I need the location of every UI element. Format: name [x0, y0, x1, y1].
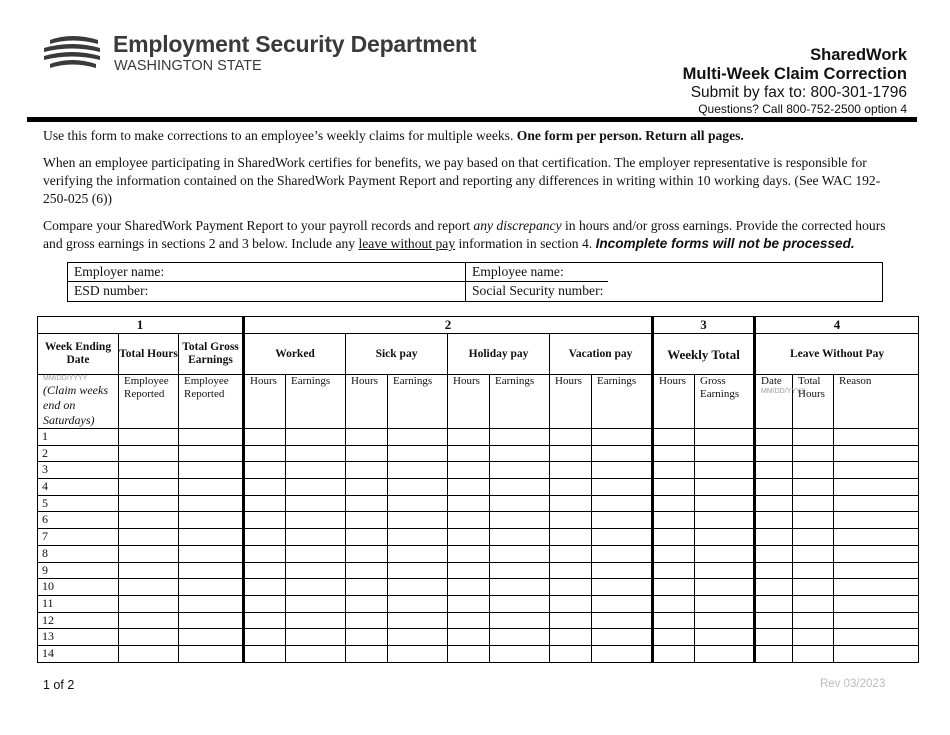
table-row — [38, 495, 919, 512]
table-cell[interactable] — [793, 562, 834, 579]
table-cell[interactable] — [286, 512, 346, 529]
table-cell[interactable] — [695, 445, 755, 462]
table-cell[interactable] — [755, 529, 793, 546]
table-cell[interactable] — [550, 429, 592, 446]
table-cell[interactable] — [448, 595, 490, 612]
table-cell[interactable] — [286, 545, 346, 562]
table-cell[interactable] — [286, 462, 346, 479]
employer-info-box — [67, 262, 883, 302]
table-cell[interactable] — [490, 629, 550, 646]
section-3-label: 3 — [653, 317, 755, 334]
table-cell[interactable] — [286, 612, 346, 629]
worked-header: Worked — [244, 334, 346, 375]
table-cell[interactable] — [448, 529, 490, 546]
table-cell[interactable] — [755, 612, 793, 629]
table-cell[interactable] — [448, 512, 490, 529]
department-state: WASHINGTON STATE — [114, 58, 262, 74]
table-cell[interactable] — [550, 529, 592, 546]
table-row — [38, 629, 919, 646]
table-cell[interactable] — [834, 462, 919, 479]
table-cell[interactable] — [695, 429, 755, 446]
table-cell[interactable] — [755, 512, 793, 529]
table-row — [38, 512, 919, 529]
department-name: Employment Security Department — [113, 31, 477, 57]
table-cell[interactable] — [550, 562, 592, 579]
fax-line: Submit by fax to: 800-301-1796 — [690, 84, 907, 101]
table-cell[interactable] — [834, 512, 919, 529]
table-cell[interactable] — [695, 645, 755, 662]
table-cell[interactable] — [388, 645, 448, 662]
table-cell[interactable] — [346, 479, 388, 496]
holiday-hours-subheader: Hours — [448, 375, 490, 429]
intro-paragraph-3 — [43, 217, 903, 253]
table-cell[interactable] — [793, 595, 834, 612]
table-cell[interactable] — [286, 529, 346, 546]
intro-paragraph-1 — [43, 127, 903, 145]
page-number: 1 of 2 — [43, 678, 75, 692]
form-program: SharedWork — [810, 46, 907, 64]
table-cell[interactable] — [119, 579, 179, 596]
table-cell[interactable] — [695, 595, 755, 612]
table-cell[interactable] — [490, 612, 550, 629]
claims-table-body — [38, 429, 919, 663]
table-cell[interactable] — [550, 445, 592, 462]
table-cell[interactable] — [448, 612, 490, 629]
table-cell[interactable] — [388, 462, 448, 479]
table-cell[interactable] — [448, 545, 490, 562]
table-cell[interactable] — [448, 579, 490, 596]
table-cell[interactable] — [179, 512, 244, 529]
table-cell[interactable] — [490, 462, 550, 479]
table-cell[interactable] — [550, 462, 592, 479]
table-cell[interactable] — [695, 545, 755, 562]
table-cell[interactable] — [834, 612, 919, 629]
row-number[interactable]: 9 — [38, 562, 119, 579]
table-cell[interactable] — [755, 462, 793, 479]
intro-text: Use this form to make corrections to an employee’s weekly claims for multiple weeks. — [43, 128, 517, 143]
table-cell[interactable] — [346, 579, 388, 596]
table-cell[interactable] — [448, 629, 490, 646]
table-cell[interactable] — [244, 445, 286, 462]
table-cell[interactable] — [388, 595, 448, 612]
row-number[interactable]: 8 — [38, 545, 119, 562]
table-cell[interactable] — [244, 462, 286, 479]
vacation-pay-header: Vacation pay — [550, 334, 653, 375]
table-row — [38, 462, 919, 479]
table-cell[interactable] — [179, 429, 244, 446]
table-cell[interactable] — [179, 479, 244, 496]
table-cell[interactable] — [592, 562, 653, 579]
table-cell[interactable] — [388, 512, 448, 529]
table-cell[interactable] — [388, 545, 448, 562]
table-cell[interactable] — [793, 545, 834, 562]
p3-part-a: Compare your SharedWork Payment Report to your payroll records and report — [43, 218, 474, 233]
table-cell[interactable] — [119, 445, 179, 462]
table-cell[interactable] — [119, 479, 179, 496]
table-cell[interactable] — [346, 529, 388, 546]
table-cell[interactable] — [286, 579, 346, 596]
table-cell[interactable] — [490, 595, 550, 612]
vacation-hours-subheader: Hours — [550, 375, 592, 429]
table-cell[interactable] — [550, 612, 592, 629]
table-cell[interactable] — [490, 512, 550, 529]
p3-underline: leave without pay — [358, 236, 456, 251]
table-cell[interactable] — [490, 645, 550, 662]
table-cell[interactable] — [286, 445, 346, 462]
table-cell[interactable] — [119, 495, 179, 512]
table-cell[interactable] — [346, 562, 388, 579]
table-cell[interactable] — [793, 429, 834, 446]
table-cell[interactable] — [179, 445, 244, 462]
table-cell[interactable] — [550, 545, 592, 562]
table-cell[interactable] — [592, 479, 653, 496]
table-cell[interactable] — [448, 495, 490, 512]
p3-part-b: in hours and/or gross earnings. Provide the corrected hours and gross earnings in sections 2 and 3 below. Include any — [43, 218, 886, 251]
table-cell[interactable] — [244, 495, 286, 512]
table-cell[interactable] — [653, 629, 695, 646]
table-cell[interactable] — [550, 512, 592, 529]
employer-name-field[interactable]: Employer name: — [68, 263, 466, 282]
table-cell[interactable] — [346, 445, 388, 462]
row-number[interactable]: 3 — [38, 462, 119, 479]
table-cell[interactable] — [286, 495, 346, 512]
table-cell[interactable] — [834, 629, 919, 646]
intro-paragraph-2: When an employee participating in SharedWork certifies for benefits, we pay based on that certification. The employer representative is responsible for verifying the information contained on the SharedWork Payment Report and reporting any differences in writing within 10 working days. (See WAC 192-250-025 (6)) — [43, 155, 881, 206]
table-cell[interactable] — [653, 545, 695, 562]
table-cell[interactable] — [793, 462, 834, 479]
table-cell[interactable] — [244, 645, 286, 662]
table-cell[interactable] — [695, 579, 755, 596]
employee-name-field[interactable]: Employee name: — [466, 263, 608, 282]
table-cell[interactable] — [653, 462, 695, 479]
table-cell[interactable] — [755, 629, 793, 646]
table-cell[interactable] — [179, 645, 244, 662]
table-cell[interactable] — [834, 429, 919, 446]
table-cell[interactable] — [755, 495, 793, 512]
weekly-hours-subheader: Hours — [653, 375, 695, 429]
table-cell[interactable] — [695, 479, 755, 496]
table-cell[interactable] — [592, 429, 653, 446]
table-row — [38, 545, 919, 562]
table-cell[interactable] — [286, 645, 346, 662]
table-cell[interactable] — [793, 479, 834, 496]
table-cell[interactable] — [793, 445, 834, 462]
vacation-earnings-subheader: Earnings — [592, 375, 653, 429]
revision-date: Rev 03/2023 — [820, 678, 886, 690]
row-number[interactable]: 1 — [38, 429, 119, 446]
table-cell[interactable] — [755, 479, 793, 496]
table-cell[interactable] — [119, 545, 179, 562]
table-row — [38, 645, 919, 662]
table-row — [38, 429, 919, 446]
table-cell[interactable] — [755, 562, 793, 579]
leave-date-subheader — [755, 375, 806, 429]
table-row — [38, 479, 919, 496]
table-cell[interactable] — [346, 462, 388, 479]
table-cell[interactable] — [695, 512, 755, 529]
table-cell[interactable] — [388, 429, 448, 446]
table-cell[interactable] — [490, 479, 550, 496]
table-cell[interactable] — [653, 529, 695, 546]
table-cell[interactable] — [793, 529, 834, 546]
section-1-label: 1 — [38, 317, 244, 334]
row-number[interactable]: 10 — [38, 579, 119, 596]
table-cell[interactable] — [592, 545, 653, 562]
table-cell[interactable] — [179, 545, 244, 562]
table-cell[interactable] — [834, 545, 919, 562]
row-number[interactable]: 13 — [38, 629, 119, 646]
table-cell[interactable] — [653, 429, 695, 446]
table-cell[interactable] — [834, 595, 919, 612]
table-cell[interactable] — [179, 612, 244, 629]
section-2-label: 2 — [244, 317, 653, 334]
table-cell[interactable] — [244, 579, 286, 596]
table-cell[interactable] — [244, 595, 286, 612]
table-cell[interactable] — [755, 445, 793, 462]
claim-weeks-note: (Claim weeks end on Saturdays) — [43, 383, 108, 427]
table-cell[interactable] — [448, 429, 490, 446]
table-cell[interactable] — [346, 595, 388, 612]
table-cell[interactable] — [286, 595, 346, 612]
table-cell[interactable] — [755, 645, 793, 662]
table-cell[interactable] — [834, 529, 919, 546]
table-cell[interactable] — [695, 495, 755, 512]
table-cell[interactable] — [346, 645, 388, 662]
esd-number-field[interactable]: ESD number: — [68, 282, 466, 301]
table-cell[interactable] — [592, 579, 653, 596]
row-number[interactable]: 4 — [38, 479, 119, 496]
table-cell[interactable] — [755, 595, 793, 612]
table-cell[interactable] — [448, 445, 490, 462]
leave-total-hours-subheader: Total Hours — [793, 375, 834, 429]
table-cell[interactable] — [490, 445, 550, 462]
header-rule — [27, 117, 917, 122]
table-row — [38, 445, 919, 462]
table-cell[interactable] — [592, 445, 653, 462]
table-cell[interactable] — [179, 595, 244, 612]
table-cell[interactable] — [388, 445, 448, 462]
table-cell[interactable] — [592, 495, 653, 512]
worked-earnings-subheader: Earnings — [286, 375, 346, 429]
table-cell[interactable] — [653, 479, 695, 496]
table-cell[interactable] — [755, 579, 793, 596]
total-hours-header: Total Hours — [119, 334, 179, 375]
table-cell[interactable] — [755, 545, 793, 562]
table-cell[interactable] — [490, 545, 550, 562]
table-cell[interactable] — [592, 529, 653, 546]
claims-table — [37, 316, 919, 663]
table-row — [38, 529, 919, 546]
table-cell[interactable] — [388, 529, 448, 546]
weekly-gross-earnings-subheader: Gross Earnings — [695, 375, 755, 429]
table-cell[interactable] — [550, 629, 592, 646]
table-cell[interactable] — [388, 495, 448, 512]
table-cell[interactable] — [653, 645, 695, 662]
table-cell[interactable] — [179, 462, 244, 479]
table-cell[interactable] — [653, 579, 695, 596]
table-cell[interactable] — [119, 595, 179, 612]
row-number[interactable]: 12 — [38, 612, 119, 629]
table-cell[interactable] — [550, 595, 592, 612]
date-format-hint: MM/DD/YYYY — [43, 375, 88, 382]
table-cell[interactable] — [490, 429, 550, 446]
table-cell[interactable] — [119, 462, 179, 479]
table-cell[interactable] — [244, 612, 286, 629]
table-cell[interactable] — [834, 645, 919, 662]
table-cell[interactable] — [286, 479, 346, 496]
table-cell[interactable] — [388, 579, 448, 596]
table-cell[interactable] — [119, 512, 179, 529]
table-cell[interactable] — [346, 495, 388, 512]
sick-hours-subheader: Hours — [346, 375, 388, 429]
table-cell[interactable] — [448, 562, 490, 579]
table-cell[interactable] — [592, 595, 653, 612]
table-cell[interactable] — [793, 612, 834, 629]
table-cell[interactable] — [490, 495, 550, 512]
table-cell[interactable] — [834, 562, 919, 579]
leave-without-pay-header: Leave Without Pay — [755, 334, 919, 375]
table-cell[interactable] — [834, 495, 919, 512]
esd-logo-icon — [42, 34, 102, 74]
table-cell[interactable] — [834, 479, 919, 496]
table-cell[interactable] — [592, 462, 653, 479]
table-cell[interactable] — [244, 429, 286, 446]
table-cell[interactable] — [179, 579, 244, 596]
table-cell[interactable] — [448, 645, 490, 662]
table-cell[interactable] — [550, 645, 592, 662]
leave-reason-subheader: Reason — [834, 375, 919, 429]
table-cell[interactable] — [346, 612, 388, 629]
table-row — [38, 579, 919, 596]
week-ending-header: Week Ending Date — [38, 334, 119, 375]
table-cell[interactable] — [653, 445, 695, 462]
table-cell[interactable] — [179, 529, 244, 546]
table-cell[interactable] — [550, 479, 592, 496]
row-number[interactable]: 5 — [38, 495, 119, 512]
table-cell[interactable] — [793, 579, 834, 596]
table-cell[interactable] — [244, 562, 286, 579]
table-cell[interactable] — [448, 462, 490, 479]
table-cell[interactable] — [550, 579, 592, 596]
table-cell[interactable] — [179, 629, 244, 646]
leave-date-label: Date — [761, 375, 782, 387]
table-cell[interactable] — [119, 429, 179, 446]
table-cell[interactable] — [550, 495, 592, 512]
table-cell[interactable] — [695, 462, 755, 479]
table-cell[interactable] — [119, 562, 179, 579]
table-cell[interactable] — [592, 612, 653, 629]
table-cell[interactable] — [388, 612, 448, 629]
table-cell[interactable] — [695, 629, 755, 646]
table-cell[interactable] — [592, 645, 653, 662]
table-cell[interactable] — [119, 629, 179, 646]
table-cell[interactable] — [653, 595, 695, 612]
earnings-employee-reported: Employee Reported — [179, 375, 244, 429]
weekly-total-header: Weekly Total — [653, 334, 755, 375]
sick-earnings-subheader: Earnings — [388, 375, 448, 429]
table-cell[interactable] — [695, 529, 755, 546]
table-cell[interactable] — [346, 429, 388, 446]
table-cell[interactable] — [490, 579, 550, 596]
sick-pay-header: Sick pay — [346, 334, 448, 375]
table-row — [38, 595, 919, 612]
table-cell[interactable] — [793, 512, 834, 529]
table-cell[interactable] — [388, 562, 448, 579]
leave-date-format-hint: MM/DD/YYYY — [761, 388, 806, 395]
table-row — [38, 612, 919, 629]
holiday-pay-header: Holiday pay — [448, 334, 550, 375]
row-number[interactable]: 2 — [38, 445, 119, 462]
section-4-label: 4 — [755, 317, 919, 334]
table-cell[interactable] — [793, 629, 834, 646]
p3-part-c: information in section 4. — [455, 236, 596, 251]
table-cell[interactable] — [490, 529, 550, 546]
row-number[interactable]: 6 — [38, 512, 119, 529]
table-cell[interactable] — [119, 645, 179, 662]
table-cell[interactable] — [793, 495, 834, 512]
table-cell[interactable] — [119, 612, 179, 629]
table-cell[interactable] — [388, 479, 448, 496]
table-cell[interactable] — [653, 562, 695, 579]
row-number[interactable]: 7 — [38, 529, 119, 546]
table-cell[interactable] — [793, 645, 834, 662]
intro-emphasis: One form per person. Return all pages. — [516, 128, 744, 143]
table-cell[interactable] — [346, 629, 388, 646]
table-cell[interactable] — [653, 612, 695, 629]
table-cell[interactable] — [490, 562, 550, 579]
table-cell[interactable] — [244, 629, 286, 646]
p3-italic: any discrepancy — [473, 218, 562, 233]
table-cell[interactable] — [346, 512, 388, 529]
table-cell[interactable] — [286, 629, 346, 646]
table-cell[interactable] — [179, 562, 244, 579]
table-cell[interactable] — [244, 479, 286, 496]
table-cell[interactable] — [755, 429, 793, 446]
table-cell[interactable] — [695, 612, 755, 629]
week-ending-subheader — [38, 375, 119, 429]
table-cell[interactable] — [346, 545, 388, 562]
table-cell[interactable] — [592, 629, 653, 646]
table-cell[interactable] — [119, 529, 179, 546]
table-cell[interactable] — [834, 579, 919, 596]
hours-employee-reported: Employee Reported — [119, 375, 179, 429]
form-title: Multi-Week Claim Correction — [682, 65, 907, 83]
worked-hours-subheader: Hours — [244, 375, 286, 429]
table-cell[interactable] — [388, 629, 448, 646]
row-number[interactable]: 11 — [38, 595, 119, 612]
total-gross-header: Total Gross Earnings — [179, 334, 244, 375]
incomplete-warning: Incomplete forms will not be processed. — [595, 236, 855, 251]
table-cell[interactable] — [244, 512, 286, 529]
table-cell[interactable] — [244, 529, 286, 546]
row-number[interactable]: 14 — [38, 645, 119, 662]
table-cell[interactable] — [286, 562, 346, 579]
questions-line: Questions? Call 800-752-2500 option 4 — [698, 102, 907, 116]
ssn-field[interactable]: Social Security number: — [472, 283, 604, 298]
table-row — [38, 562, 919, 579]
table-cell[interactable] — [653, 495, 695, 512]
table-cell[interactable] — [834, 445, 919, 462]
holiday-earnings-subheader: Earnings — [490, 375, 550, 429]
table-cell[interactable] — [286, 429, 346, 446]
table-cell[interactable] — [695, 562, 755, 579]
table-cell[interactable] — [653, 512, 695, 529]
table-cell[interactable] — [179, 495, 244, 512]
table-cell[interactable] — [244, 545, 286, 562]
table-cell[interactable] — [592, 512, 653, 529]
table-cell[interactable] — [448, 479, 490, 496]
